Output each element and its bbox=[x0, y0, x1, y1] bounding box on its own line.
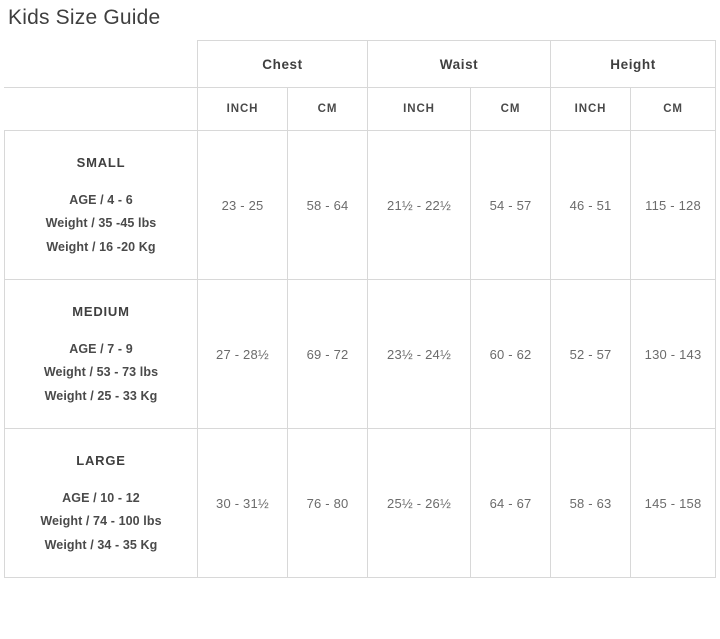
waist-inch-value: 21½ - 22½ bbox=[368, 131, 471, 280]
waist-cm-value: 60 - 62 bbox=[471, 280, 551, 429]
header-height-inch: INCH bbox=[551, 88, 631, 131]
table-row bbox=[5, 131, 716, 280]
height-inch-value: 58 - 63 bbox=[551, 429, 631, 578]
table-header bbox=[5, 41, 716, 131]
size-weight-kg: Weight / 16 -20 Kg bbox=[46, 239, 156, 254]
unit-header-row bbox=[5, 88, 716, 131]
size-weight-lbs: Weight / 53 - 73 lbs bbox=[43, 365, 159, 380]
height-cm-value: 115 - 128 bbox=[631, 131, 716, 280]
header-height: Height bbox=[551, 41, 716, 88]
size-age: AGE / 7 - 9 bbox=[69, 342, 133, 357]
chest-inch-value: 23 - 25 bbox=[198, 131, 288, 280]
size-guide-table bbox=[4, 40, 716, 578]
chest-cm-value: 76 - 80 bbox=[288, 429, 368, 578]
size-label: MEDIUM bbox=[72, 304, 130, 320]
height-inch-value: 46 - 51 bbox=[551, 131, 631, 280]
header-waist-cm: CM bbox=[471, 88, 551, 131]
waist-inch-value: 23½ - 24½ bbox=[368, 280, 471, 429]
table-row bbox=[5, 429, 716, 578]
table-body bbox=[5, 131, 716, 578]
table-row bbox=[5, 280, 716, 429]
header-chest: Chest bbox=[198, 41, 368, 88]
height-cm-value: 130 - 143 bbox=[631, 280, 716, 429]
chest-cm-value: 58 - 64 bbox=[288, 131, 368, 280]
header-height-cm: CM bbox=[631, 88, 716, 131]
header-chest-inch: INCH bbox=[198, 88, 288, 131]
size-cell-large bbox=[5, 429, 198, 578]
page-title: Kids Size Guide bbox=[8, 6, 161, 29]
height-inch-value: 52 - 57 bbox=[551, 280, 631, 429]
waist-cm-value: 54 - 57 bbox=[471, 131, 551, 280]
size-label: SMALL bbox=[76, 155, 126, 171]
chest-inch-value: 30 - 31½ bbox=[198, 429, 288, 578]
size-age: AGE / 4 - 6 bbox=[69, 193, 133, 208]
size-cell-small bbox=[5, 131, 198, 280]
size-weight-kg: Weight / 25 - 33 Kg bbox=[44, 388, 158, 403]
size-weight-lbs: Weight / 35 -45 lbs bbox=[45, 216, 157, 231]
header-corner-cell bbox=[5, 41, 198, 88]
header-waist-inch: INCH bbox=[368, 88, 471, 131]
header-unit-corner-cell bbox=[5, 88, 198, 131]
size-label: LARGE bbox=[76, 453, 126, 469]
height-cm-value: 145 - 158 bbox=[631, 429, 716, 578]
size-cell-medium bbox=[5, 280, 198, 429]
group-header-row bbox=[5, 41, 716, 88]
waist-inch-value: 25½ - 26½ bbox=[368, 429, 471, 578]
size-age: AGE / 10 - 12 bbox=[62, 491, 140, 506]
size-weight-kg: Weight / 34 - 35 Kg bbox=[44, 537, 158, 552]
header-chest-cm: CM bbox=[288, 88, 368, 131]
chest-inch-value: 27 - 28½ bbox=[198, 280, 288, 429]
chest-cm-value: 69 - 72 bbox=[288, 280, 368, 429]
size-weight-lbs: Weight / 74 - 100 lbs bbox=[40, 514, 162, 529]
header-waist: Waist bbox=[368, 41, 551, 88]
waist-cm-value: 64 - 67 bbox=[471, 429, 551, 578]
